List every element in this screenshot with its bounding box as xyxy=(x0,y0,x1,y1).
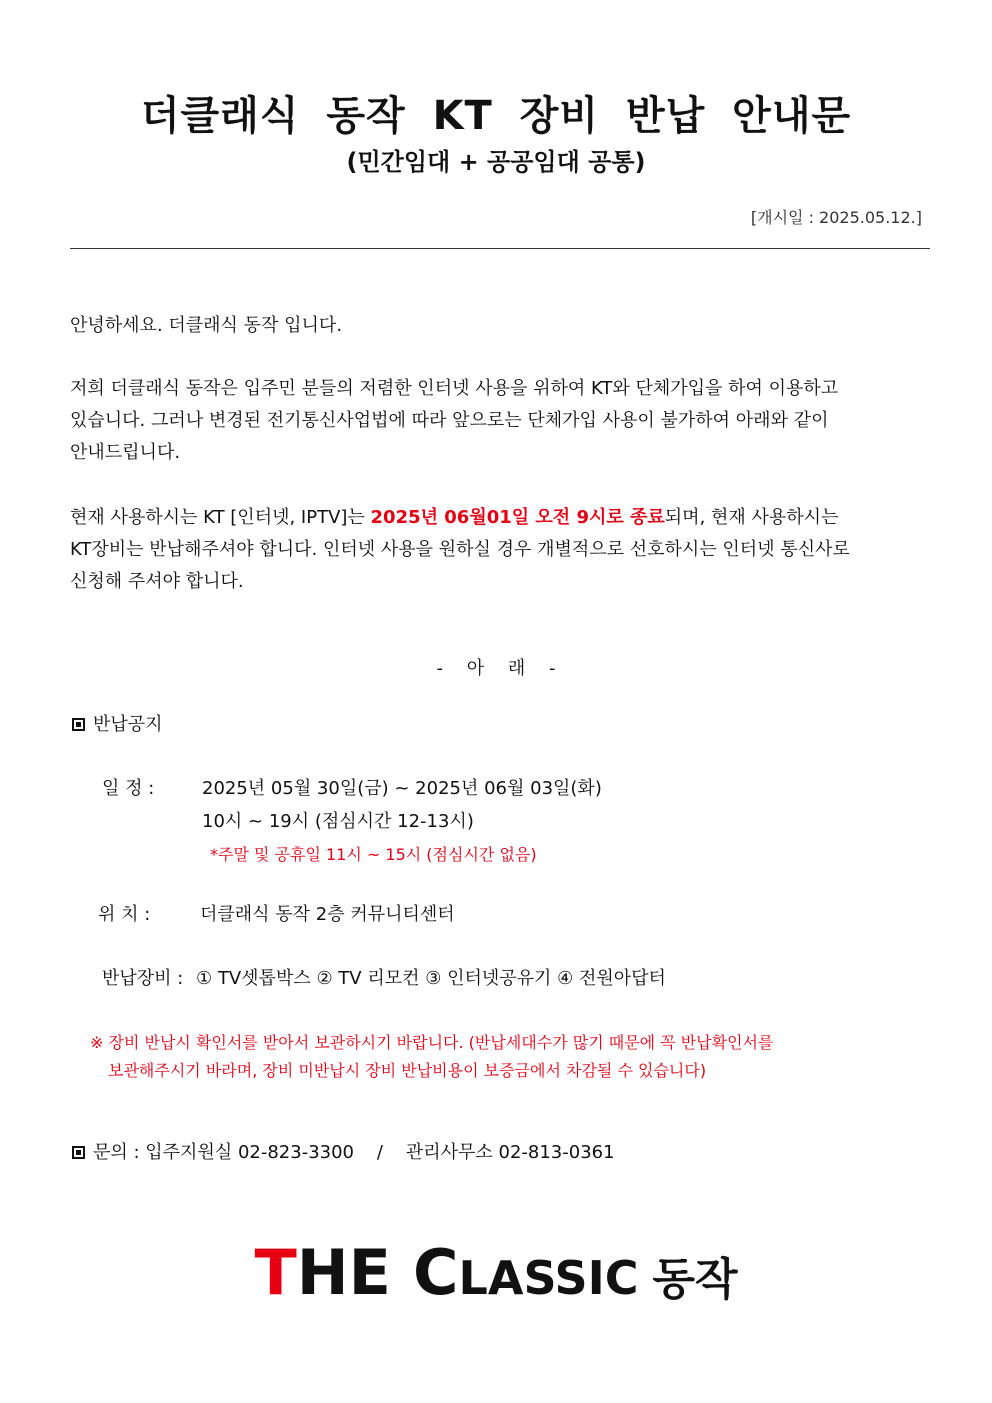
notice-heading-text: 반납공지 xyxy=(93,714,163,735)
header-divider xyxy=(70,248,930,249)
para2-post: 되며, 현재 사용하시는 xyxy=(664,507,839,528)
para2-pre: 현재 사용하시는 KT [인터넷, IPTV]는 xyxy=(70,507,371,528)
para1-line2: 있습니다. 그러나 변경된 전기통신사업법에 따라 앞으로는 단체가입 사용이 불가하여 아래와 같이 xyxy=(70,410,829,431)
para2-line3: 신청해 주셔야 합니다. xyxy=(70,571,244,592)
logo-c: C xyxy=(413,1236,459,1309)
below-marker: - 아 래 - xyxy=(436,658,556,679)
schedule-note: *주말 및 공휴일 11시 ~ 15시 (점심시간 없음) xyxy=(210,845,537,864)
location-label: 위 치 : xyxy=(98,904,151,925)
para1-line1: 저희 더클래식 동작은 입주민 분들의 저렴한 인터넷 사용을 위하여 KT와 단체가입을 하여 이용하고 xyxy=(70,378,839,399)
equipment-label: 반납장비 : xyxy=(102,968,184,989)
logo-korean: 동작 xyxy=(652,1254,738,1305)
contact-text: 문의 : 입주지원실 02-823-3300 / 관리사무소 02-813-0361 xyxy=(93,1142,615,1163)
logo-lassic: LASSIC xyxy=(458,1251,639,1305)
termination-highlight: 2025년 06월01일 오전 9시로 종료 xyxy=(370,507,665,528)
logo-t: T xyxy=(254,1236,297,1309)
the-classic-logo xyxy=(0,1236,992,1309)
para2-line1 xyxy=(70,502,838,534)
para2-line2: KT장비는 반납해주셔야 합니다. 인터넷 사용을 원하실 경우 개별적으로 선호하시는 인터넷 통신사로 xyxy=(70,539,850,560)
equipment-value: ① TV셋톱박스 ② TV 리모컨 ③ 인터넷공유기 ④ 전원아답터 xyxy=(196,968,666,989)
logo-he: HE xyxy=(296,1236,392,1309)
location-value: 더클래식 동작 2층 커뮤니티센터 xyxy=(200,904,455,925)
contact-line xyxy=(72,1138,615,1164)
warning-line2: 보관해주시기 바라며, 장비 미반납시 장비 반납비용이 보증금에서 차감될 수 있습니다) xyxy=(108,1061,707,1080)
square-bullet-icon xyxy=(72,718,85,731)
page-subtitle: (민간임대 + 공공임대 공통) xyxy=(346,148,646,176)
notice-heading xyxy=(72,710,163,736)
schedule-label: 일 정 : xyxy=(102,778,155,799)
page-title: 더클래식 동작 KT 장비 반납 안내문 xyxy=(140,93,852,139)
square-bullet-icon xyxy=(72,1146,85,1159)
schedule-line1: 2025년 05월 30일(금) ~ 2025년 06월 03일(화) xyxy=(202,778,602,799)
para1-line3: 안내드립니다. xyxy=(70,442,181,463)
greeting: 안녕하세요. 더클래식 동작 입니다. xyxy=(70,315,343,336)
schedule-line2: 10시 ~ 19시 (점심시간 12-13시) xyxy=(202,811,474,832)
posted-date: [개시일 : 2025.05.12.] xyxy=(750,208,922,227)
warning-line1: ※ 장비 반납시 확인서를 받아서 보관하시기 바랍니다. (반납세대수가 많기 때문에 꼭 반납확인서를 xyxy=(90,1033,774,1052)
